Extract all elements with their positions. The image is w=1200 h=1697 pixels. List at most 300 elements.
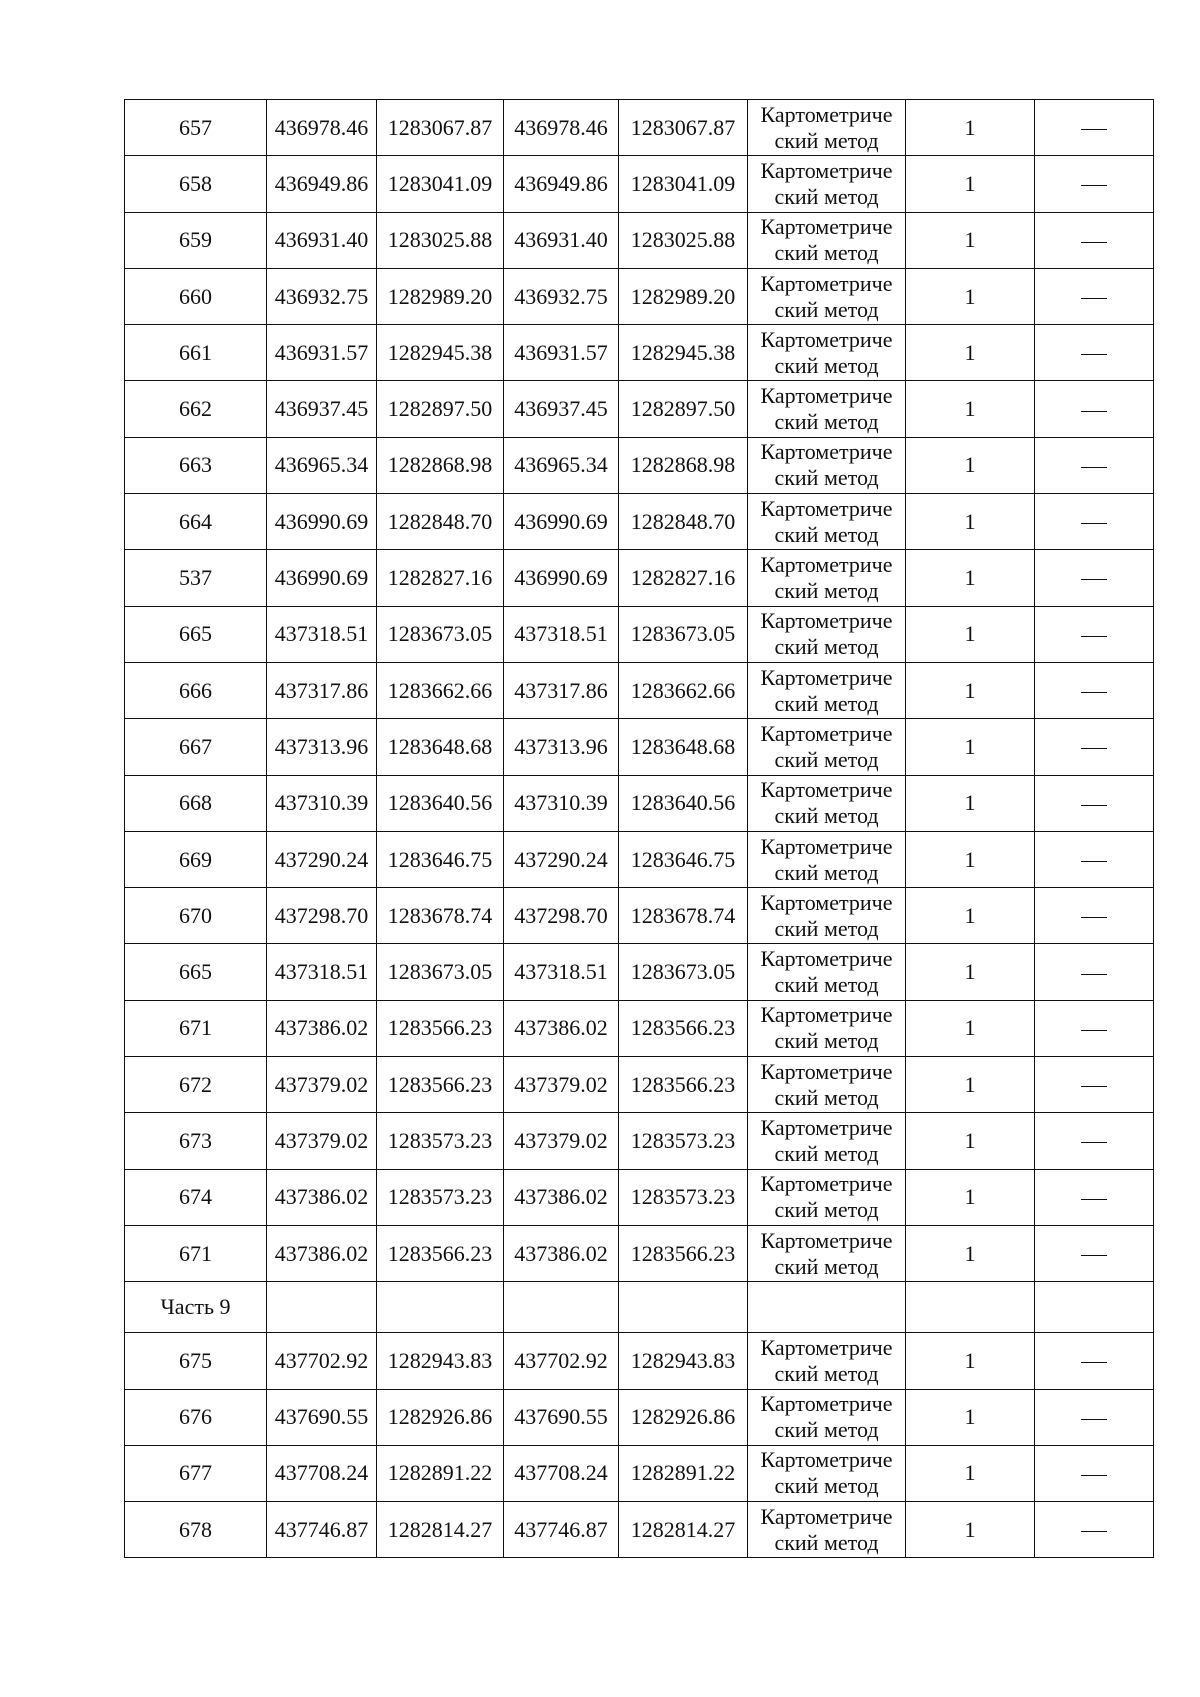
method-text-line1: Картометриче: [760, 270, 893, 296]
y-coordinate-cell: 1283566.23: [377, 1057, 504, 1113]
method-text-line1: Картометриче: [760, 495, 893, 521]
point-number-cell: 662: [125, 381, 267, 437]
dash-cell: [1035, 1000, 1154, 1056]
dash-cell: [1035, 1445, 1154, 1501]
method-cell: [748, 212, 906, 268]
method-text-line2: ский метод: [774, 352, 879, 378]
point-number-cell: 666: [125, 662, 267, 718]
x-coordinate-cell: 437746.87: [504, 1502, 619, 1558]
y-coordinate-cell: 1282891.22: [377, 1445, 504, 1501]
dash-mark: [1081, 467, 1107, 468]
x-coordinate-cell: 437310.39: [504, 775, 619, 831]
table-row: [125, 550, 1154, 606]
y-coordinate-cell: 1283566.23: [377, 1225, 504, 1281]
y-coordinate-cell: 1282897.50: [377, 381, 504, 437]
y-coordinate-cell: 1283067.87: [377, 100, 504, 156]
y-coordinate-cell: 1282943.83: [619, 1333, 748, 1389]
point-number-cell: 663: [125, 437, 267, 493]
y-coordinate-cell: 1282943.83: [377, 1333, 504, 1389]
dash-mark: [1081, 1475, 1107, 1476]
y-coordinate-cell: 1283648.68: [377, 719, 504, 775]
dash-cell: [1035, 100, 1154, 156]
table-row: [125, 100, 1154, 156]
x-coordinate-cell: 437313.96: [504, 719, 619, 775]
empty-cell: [267, 1282, 377, 1333]
method-text-line2: ский метод: [774, 690, 879, 716]
method-text-line2: ский метод: [774, 183, 879, 209]
dash-cell: [1035, 156, 1154, 212]
method-cell: [748, 1389, 906, 1445]
point-number-cell: 672: [125, 1057, 267, 1113]
x-coordinate-cell: 437379.02: [504, 1057, 619, 1113]
accuracy-cell: 1: [906, 888, 1035, 944]
method-cell: [748, 1502, 906, 1558]
x-coordinate-cell: 436978.46: [504, 100, 619, 156]
method-cell: [748, 775, 906, 831]
method-text-line2: ский метод: [774, 972, 879, 998]
point-number-cell: 660: [125, 268, 267, 324]
x-coordinate-cell: 436990.69: [504, 550, 619, 606]
method-text-line2: ский метод: [774, 1473, 879, 1499]
table-row: [125, 606, 1154, 662]
y-coordinate-cell: 1283662.66: [619, 662, 748, 718]
dash-cell: [1035, 1225, 1154, 1281]
table-row: [125, 437, 1154, 493]
method-text-line2: ский метод: [774, 240, 879, 266]
dash-mark: [1081, 411, 1107, 412]
empty-cell: [619, 1282, 748, 1333]
y-coordinate-cell: 1283640.56: [619, 775, 748, 831]
method-text-line1: Картометриче: [760, 889, 893, 915]
empty-cell: [504, 1282, 619, 1333]
dash-mark: [1081, 1142, 1107, 1143]
table-row: [125, 1502, 1154, 1558]
x-coordinate-cell: 437690.55: [504, 1389, 619, 1445]
y-coordinate-cell: 1282989.20: [619, 268, 748, 324]
point-number-cell: 667: [125, 719, 267, 775]
x-coordinate-cell: 437379.02: [267, 1057, 377, 1113]
y-coordinate-cell: 1283573.23: [377, 1169, 504, 1225]
point-number-cell: 675: [125, 1333, 267, 1389]
method-cell: [748, 100, 906, 156]
method-text-line1: Картометриче: [760, 1058, 893, 1084]
method-text-line2: ский метод: [774, 127, 879, 153]
table-row: [125, 1225, 1154, 1281]
method-text-line1: Картометриче: [760, 1171, 893, 1197]
accuracy-cell: 1: [906, 268, 1035, 324]
point-number-cell: 669: [125, 831, 267, 887]
x-coordinate-cell: 436937.45: [267, 381, 377, 437]
method-text-line2: ский метод: [774, 1417, 879, 1443]
x-coordinate-cell: 437690.55: [267, 1389, 377, 1445]
method-text-line1: Картометриче: [760, 1447, 893, 1473]
empty-cell: [906, 1282, 1035, 1333]
y-coordinate-cell: 1283648.68: [619, 719, 748, 775]
table-row: [125, 1389, 1154, 1445]
x-coordinate-cell: 437702.92: [504, 1333, 619, 1389]
method-cell: [748, 1169, 906, 1225]
dash-mark: [1081, 805, 1107, 806]
table-row: [125, 719, 1154, 775]
dash-cell: [1035, 1057, 1154, 1113]
point-number-cell: 673: [125, 1113, 267, 1169]
method-cell: [748, 325, 906, 381]
y-coordinate-cell: 1283673.05: [619, 944, 748, 1000]
empty-cell: [377, 1282, 504, 1333]
dash-cell: [1035, 437, 1154, 493]
method-text-line2: ский метод: [774, 1360, 879, 1386]
x-coordinate-cell: 436990.69: [267, 550, 377, 606]
y-coordinate-cell: 1283646.75: [377, 831, 504, 887]
dash-cell: [1035, 381, 1154, 437]
method-text-line1: Картометриче: [760, 1391, 893, 1417]
dash-mark: [1081, 1199, 1107, 1200]
dash-mark: [1081, 917, 1107, 918]
dash-mark: [1081, 523, 1107, 524]
dash-mark: [1081, 579, 1107, 580]
accuracy-cell: 1: [906, 662, 1035, 718]
x-coordinate-cell: 436932.75: [504, 268, 619, 324]
x-coordinate-cell: 437386.02: [267, 1225, 377, 1281]
x-coordinate-cell: 437386.02: [504, 1225, 619, 1281]
point-number-cell: 677: [125, 1445, 267, 1501]
method-text-line1: Картометриче: [760, 1114, 893, 1140]
method-cell: [748, 494, 906, 550]
dash-mark: [1081, 748, 1107, 749]
accuracy-cell: 1: [906, 606, 1035, 662]
method-text-line1: Картометриче: [760, 720, 893, 746]
method-cell: [748, 944, 906, 1000]
x-coordinate-cell: 437310.39: [267, 775, 377, 831]
dash-mark: [1081, 298, 1107, 299]
y-coordinate-cell: 1283662.66: [377, 662, 504, 718]
x-coordinate-cell: 437313.96: [267, 719, 377, 775]
method-cell: [748, 1113, 906, 1169]
y-coordinate-cell: 1283673.05: [619, 606, 748, 662]
accuracy-cell: 1: [906, 1389, 1035, 1445]
dash-cell: [1035, 888, 1154, 944]
y-coordinate-cell: 1282891.22: [619, 1445, 748, 1501]
x-coordinate-cell: 437318.51: [504, 944, 619, 1000]
method-text-line1: Картометриче: [760, 1227, 893, 1253]
y-coordinate-cell: 1283673.05: [377, 944, 504, 1000]
x-coordinate-cell: 437386.02: [504, 1169, 619, 1225]
table-row: [125, 156, 1154, 212]
dash-cell: [1035, 719, 1154, 775]
method-cell: [748, 156, 906, 212]
y-coordinate-cell: 1283067.87: [619, 100, 748, 156]
x-coordinate-cell: 437290.24: [267, 831, 377, 887]
method-text-line2: ский метод: [774, 409, 879, 435]
method-text-line2: ский метод: [774, 465, 879, 491]
dash-mark: [1081, 1362, 1107, 1363]
table-row: [125, 1057, 1154, 1113]
accuracy-cell: 1: [906, 494, 1035, 550]
x-coordinate-cell: 437708.24: [504, 1445, 619, 1501]
point-number-cell: 657: [125, 100, 267, 156]
y-coordinate-cell: 1283025.88: [377, 212, 504, 268]
y-coordinate-cell: 1282827.16: [377, 550, 504, 606]
accuracy-cell: 1: [906, 1502, 1035, 1558]
method-text-line1: Картометриче: [760, 608, 893, 634]
y-coordinate-cell: 1282926.86: [377, 1389, 504, 1445]
y-coordinate-cell: 1282945.38: [377, 325, 504, 381]
y-coordinate-cell: 1282926.86: [619, 1389, 748, 1445]
accuracy-cell: 1: [906, 156, 1035, 212]
x-coordinate-cell: 437386.02: [267, 1169, 377, 1225]
y-coordinate-cell: 1283041.09: [377, 156, 504, 212]
empty-cell: [1035, 1282, 1154, 1333]
method-text-line1: Картометриче: [760, 383, 893, 409]
method-cell: [748, 662, 906, 718]
table-row: [125, 662, 1154, 718]
method-text-line2: ский метод: [774, 521, 879, 547]
method-text-line1: Картометриче: [760, 552, 893, 578]
dash-cell: [1035, 1333, 1154, 1389]
dash-mark: [1081, 242, 1107, 243]
table-row: [125, 1333, 1154, 1389]
x-coordinate-cell: 437298.70: [504, 888, 619, 944]
method-text-line2: ский метод: [774, 859, 879, 885]
point-number-cell: 670: [125, 888, 267, 944]
dash-mark: [1081, 354, 1107, 355]
y-coordinate-cell: 1282814.27: [377, 1502, 504, 1558]
y-coordinate-cell: 1282897.50: [619, 381, 748, 437]
dash-mark: [1081, 692, 1107, 693]
method-text-line2: ский метод: [774, 915, 879, 941]
x-coordinate-cell: 436990.69: [504, 494, 619, 550]
x-coordinate-cell: 437317.86: [267, 662, 377, 718]
x-coordinate-cell: 437318.51: [267, 944, 377, 1000]
method-text-line1: Картометриче: [760, 101, 893, 127]
y-coordinate-cell: 1283673.05: [377, 606, 504, 662]
y-coordinate-cell: 1283678.74: [619, 888, 748, 944]
accuracy-cell: 1: [906, 831, 1035, 887]
x-coordinate-cell: 436931.57: [504, 325, 619, 381]
x-coordinate-cell: 437386.02: [267, 1000, 377, 1056]
table-row: [125, 494, 1154, 550]
accuracy-cell: 1: [906, 1333, 1035, 1389]
x-coordinate-cell: 436990.69: [267, 494, 377, 550]
method-text-line2: ский метод: [774, 296, 879, 322]
dash-cell: [1035, 831, 1154, 887]
dash-mark: [1081, 974, 1107, 975]
method-cell: [748, 606, 906, 662]
point-number-cell: 668: [125, 775, 267, 831]
accuracy-cell: 1: [906, 775, 1035, 831]
dash-cell: [1035, 775, 1154, 831]
accuracy-cell: 1: [906, 1000, 1035, 1056]
x-coordinate-cell: 437290.24: [504, 831, 619, 887]
method-cell: [748, 888, 906, 944]
accuracy-cell: 1: [906, 1057, 1035, 1113]
dash-cell: [1035, 212, 1154, 268]
y-coordinate-cell: 1283025.88: [619, 212, 748, 268]
accuracy-cell: 1: [906, 212, 1035, 268]
method-cell: [748, 1225, 906, 1281]
x-coordinate-cell: 437379.02: [267, 1113, 377, 1169]
method-text-line2: ский метод: [774, 746, 879, 772]
dash-cell: [1035, 944, 1154, 1000]
y-coordinate-cell: 1282868.98: [619, 437, 748, 493]
part-label: Часть 9: [125, 1282, 267, 1333]
y-coordinate-cell: 1282868.98: [377, 437, 504, 493]
method-text-line1: Картометриче: [760, 664, 893, 690]
point-number-cell: 671: [125, 1225, 267, 1281]
empty-cell: [748, 1282, 906, 1333]
accuracy-cell: 1: [906, 550, 1035, 606]
dash-cell: [1035, 1169, 1154, 1225]
method-text-line1: Картометриче: [760, 439, 893, 465]
method-text-line1: Картометриче: [760, 1503, 893, 1529]
dash-cell: [1035, 325, 1154, 381]
x-coordinate-cell: 436965.34: [267, 437, 377, 493]
dash-mark: [1081, 636, 1107, 637]
x-coordinate-cell: 436931.40: [267, 212, 377, 268]
y-coordinate-cell: 1282827.16: [619, 550, 748, 606]
point-number-cell: 537: [125, 550, 267, 606]
table-row: [125, 1113, 1154, 1169]
method-text-line1: Картометриче: [760, 833, 893, 859]
method-text-line2: ский метод: [774, 1140, 879, 1166]
method-cell: [748, 719, 906, 775]
dash-mark: [1081, 1531, 1107, 1532]
x-coordinate-cell: 436932.75: [267, 268, 377, 324]
table-row: [125, 325, 1154, 381]
method-text-line1: Картометриче: [760, 214, 893, 240]
method-text-line2: ский метод: [774, 1253, 879, 1279]
y-coordinate-cell: 1283646.75: [619, 831, 748, 887]
x-coordinate-cell: 437317.86: [504, 662, 619, 718]
method-cell: [748, 831, 906, 887]
method-text-line1: Картометриче: [760, 157, 893, 183]
point-number-cell: 661: [125, 325, 267, 381]
dash-cell: [1035, 268, 1154, 324]
part-header-row: [125, 1282, 1154, 1333]
method-cell: [748, 1000, 906, 1056]
method-text-line2: ский метод: [774, 803, 879, 829]
y-coordinate-cell: 1283566.23: [619, 1057, 748, 1113]
method-cell: [748, 550, 906, 606]
y-coordinate-cell: 1283566.23: [619, 1000, 748, 1056]
x-coordinate-cell: 436937.45: [504, 381, 619, 437]
accuracy-cell: 1: [906, 1445, 1035, 1501]
accuracy-cell: 1: [906, 437, 1035, 493]
point-number-cell: 678: [125, 1502, 267, 1558]
dash-mark: [1081, 1419, 1107, 1420]
x-coordinate-cell: 436978.46: [267, 100, 377, 156]
method-text-line2: ский метод: [774, 1197, 879, 1223]
table-body: [125, 100, 1154, 1558]
table-row: [125, 831, 1154, 887]
y-coordinate-cell: 1282814.27: [619, 1502, 748, 1558]
table-row: [125, 381, 1154, 437]
table-row: [125, 268, 1154, 324]
accuracy-cell: 1: [906, 100, 1035, 156]
method-text-line1: Картометриче: [760, 326, 893, 352]
dash-mark: [1081, 129, 1107, 130]
x-coordinate-cell: 437379.02: [504, 1113, 619, 1169]
accuracy-cell: 1: [906, 1113, 1035, 1169]
coordinates-table: [124, 99, 1154, 1558]
dash-cell: [1035, 1502, 1154, 1558]
point-number-cell: 665: [125, 606, 267, 662]
method-text-line1: Картометриче: [760, 777, 893, 803]
method-text-line2: ский метод: [774, 1084, 879, 1110]
table-row: [125, 888, 1154, 944]
method-cell: [748, 268, 906, 324]
y-coordinate-cell: 1282848.70: [619, 494, 748, 550]
table-row: [125, 1169, 1154, 1225]
x-coordinate-cell: 436931.57: [267, 325, 377, 381]
table-row: [125, 775, 1154, 831]
y-coordinate-cell: 1282945.38: [619, 325, 748, 381]
y-coordinate-cell: 1283573.23: [619, 1113, 748, 1169]
y-coordinate-cell: 1282848.70: [377, 494, 504, 550]
x-coordinate-cell: 437318.51: [504, 606, 619, 662]
accuracy-cell: 1: [906, 944, 1035, 1000]
table-row: [125, 1000, 1154, 1056]
dash-mark: [1081, 1086, 1107, 1087]
point-number-cell: 671: [125, 1000, 267, 1056]
accuracy-cell: 1: [906, 719, 1035, 775]
method-cell: [748, 1445, 906, 1501]
accuracy-cell: 1: [906, 381, 1035, 437]
y-coordinate-cell: 1283640.56: [377, 775, 504, 831]
dash-mark: [1081, 1030, 1107, 1031]
method-cell: [748, 1333, 906, 1389]
method-text-line1: Картометриче: [760, 1002, 893, 1028]
point-number-cell: 658: [125, 156, 267, 212]
method-cell: [748, 437, 906, 493]
point-number-cell: 674: [125, 1169, 267, 1225]
point-number-cell: 664: [125, 494, 267, 550]
dash-mark: [1081, 1255, 1107, 1256]
dash-cell: [1035, 550, 1154, 606]
method-cell: [748, 381, 906, 437]
method-text-line2: ский метод: [774, 578, 879, 604]
y-coordinate-cell: 1283566.23: [377, 1000, 504, 1056]
method-text-line1: Картометриче: [760, 946, 893, 972]
y-coordinate-cell: 1283573.23: [619, 1169, 748, 1225]
method-text-line2: ский метод: [774, 1028, 879, 1054]
accuracy-cell: 1: [906, 325, 1035, 381]
y-coordinate-cell: 1283566.23: [619, 1225, 748, 1281]
accuracy-cell: 1: [906, 1225, 1035, 1281]
y-coordinate-cell: 1283573.23: [377, 1113, 504, 1169]
dash-mark: [1081, 861, 1107, 862]
method-text-line1: Картометриче: [760, 1334, 893, 1360]
dash-mark: [1081, 185, 1107, 186]
method-text-line2: ский метод: [774, 1529, 879, 1555]
y-coordinate-cell: 1282989.20: [377, 268, 504, 324]
dash-cell: [1035, 494, 1154, 550]
x-coordinate-cell: 436931.40: [504, 212, 619, 268]
point-number-cell: 659: [125, 212, 267, 268]
dash-cell: [1035, 1389, 1154, 1445]
x-coordinate-cell: 437298.70: [267, 888, 377, 944]
point-number-cell: 665: [125, 944, 267, 1000]
x-coordinate-cell: 437702.92: [267, 1333, 377, 1389]
x-coordinate-cell: 437746.87: [267, 1502, 377, 1558]
table-row: [125, 944, 1154, 1000]
x-coordinate-cell: 436949.86: [504, 156, 619, 212]
point-number-cell: 676: [125, 1389, 267, 1445]
accuracy-cell: 1: [906, 1169, 1035, 1225]
dash-cell: [1035, 606, 1154, 662]
y-coordinate-cell: 1283678.74: [377, 888, 504, 944]
table-row: [125, 212, 1154, 268]
